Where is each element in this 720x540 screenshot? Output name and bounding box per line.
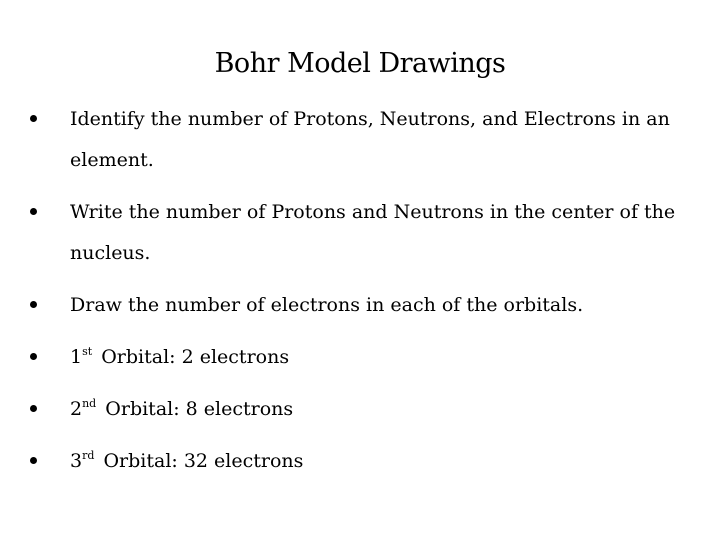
bullet-text: Write the number of Protons and Neutrons in the center of the nucleus. — [70, 201, 676, 264]
ordinal-number: 2 — [70, 398, 83, 420]
bullet-item — [30, 389, 695, 430]
bullet-item — [30, 337, 695, 378]
ordinal-number: 1 — [70, 346, 83, 368]
bullet-icon — [30, 208, 37, 215]
bullet-icon — [30, 115, 37, 122]
ordinal-suffix: st — [82, 345, 93, 358]
bullet-icon — [30, 353, 37, 360]
bullet-text: Draw the number of electrons in each of the orbitals. — [70, 294, 584, 316]
ordinal-number: 3 — [70, 450, 83, 472]
bullet-icon — [30, 301, 37, 308]
bullet-item — [30, 285, 695, 326]
bullet-item — [30, 192, 695, 274]
bullet-icon — [30, 405, 37, 412]
bullet-text: Orbital: 2 electrons — [101, 346, 290, 368]
ordinal-suffix: nd — [82, 397, 97, 410]
bullet-text: Orbital: 8 electrons — [105, 398, 294, 420]
ordinal-suffix: rd — [82, 449, 95, 462]
bullet-list — [30, 99, 695, 482]
bullet-item — [30, 441, 695, 482]
bullet-text: Identify the number of Protons, Neutrons, and Electrons in an element. — [70, 108, 670, 171]
bullet-icon — [30, 457, 37, 464]
slide-title: Bohr Model Drawings — [214, 48, 506, 79]
bullet-text: Orbital: 32 electrons — [103, 450, 304, 472]
bullet-item — [30, 99, 695, 181]
